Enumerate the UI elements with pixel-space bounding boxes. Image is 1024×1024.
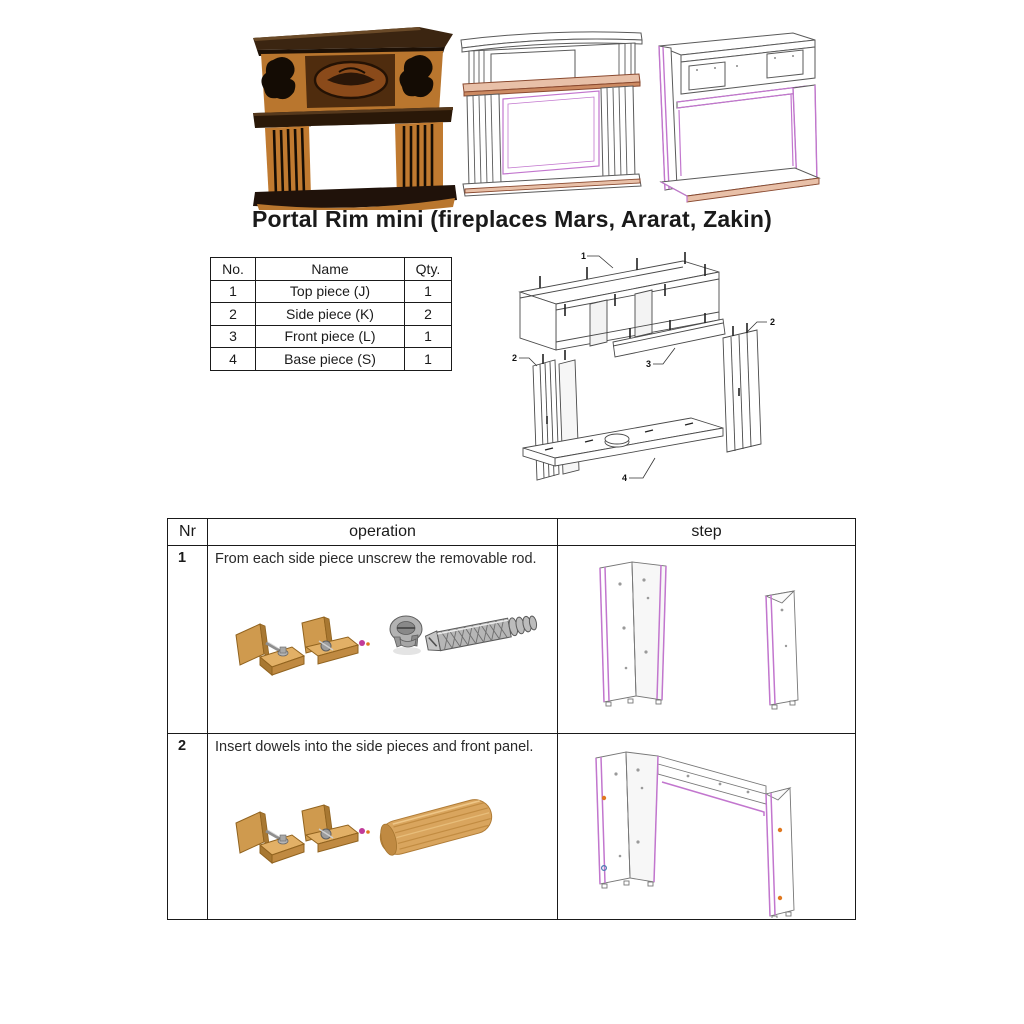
steps-header-nr: Nr [168,519,208,546]
parts-header-name: Name [256,258,405,281]
steps-table [167,518,856,920]
cam-fitting-and-dowel-illustration [216,783,546,908]
step-number: 1 [178,550,187,566]
exploded-label-side-right: 2 [770,317,776,327]
step-number: 2 [178,738,187,754]
exploded-label-top: 1 [581,251,587,261]
steps-header-step: step [558,519,856,546]
part-no-cell: 3 [211,325,256,348]
steps-header-operation: operation [208,519,558,546]
part-name-cell: Side piece (K) [256,303,405,326]
part-qty-cell: 1 [405,280,452,303]
parts-header-no: No. [211,258,256,281]
side-pieces-step-drawing [568,550,850,730]
step-row-2 [168,734,856,920]
frame-assembly-step-drawing [568,738,850,918]
page-title: Portal Rim mini (fireplaces Mars, Ararat, Zakin) [251,206,772,232]
part-name-cell: Front piece (L) [256,325,405,348]
parts-row [211,348,452,371]
part-no-cell: 2 [211,303,256,326]
part-qty-cell: 1 [405,348,452,371]
parts-table [210,257,452,371]
part-no-cell: 1 [211,280,256,303]
part-name-cell: Top piece (J) [256,280,405,303]
parts-row [211,280,452,303]
part-qty-cell: 2 [405,303,452,326]
exploded-label-base: 4 [622,473,628,483]
step-operation-text: Insert dowels into the side pieces and front panel. [215,739,534,755]
cam-fitting-and-rod-illustration [216,595,546,720]
part-name-cell: Base piece (S) [256,348,405,371]
rear-view-drawing [645,26,823,212]
exploded-diagram [495,246,837,498]
fireplace-photo [243,22,465,210]
step-operation-text: From each side piece unscrew the removable rod. [215,551,537,567]
front-view-drawing [455,26,645,204]
part-no-cell: 4 [211,348,256,371]
exploded-label-side-left: 2 [512,353,518,363]
step-row-1 [168,546,856,734]
part-qty-cell: 1 [405,325,452,348]
exploded-label-front: 3 [646,359,652,369]
parts-header-qty: Qty. [405,258,452,281]
parts-row [211,303,452,326]
parts-row [211,325,452,348]
